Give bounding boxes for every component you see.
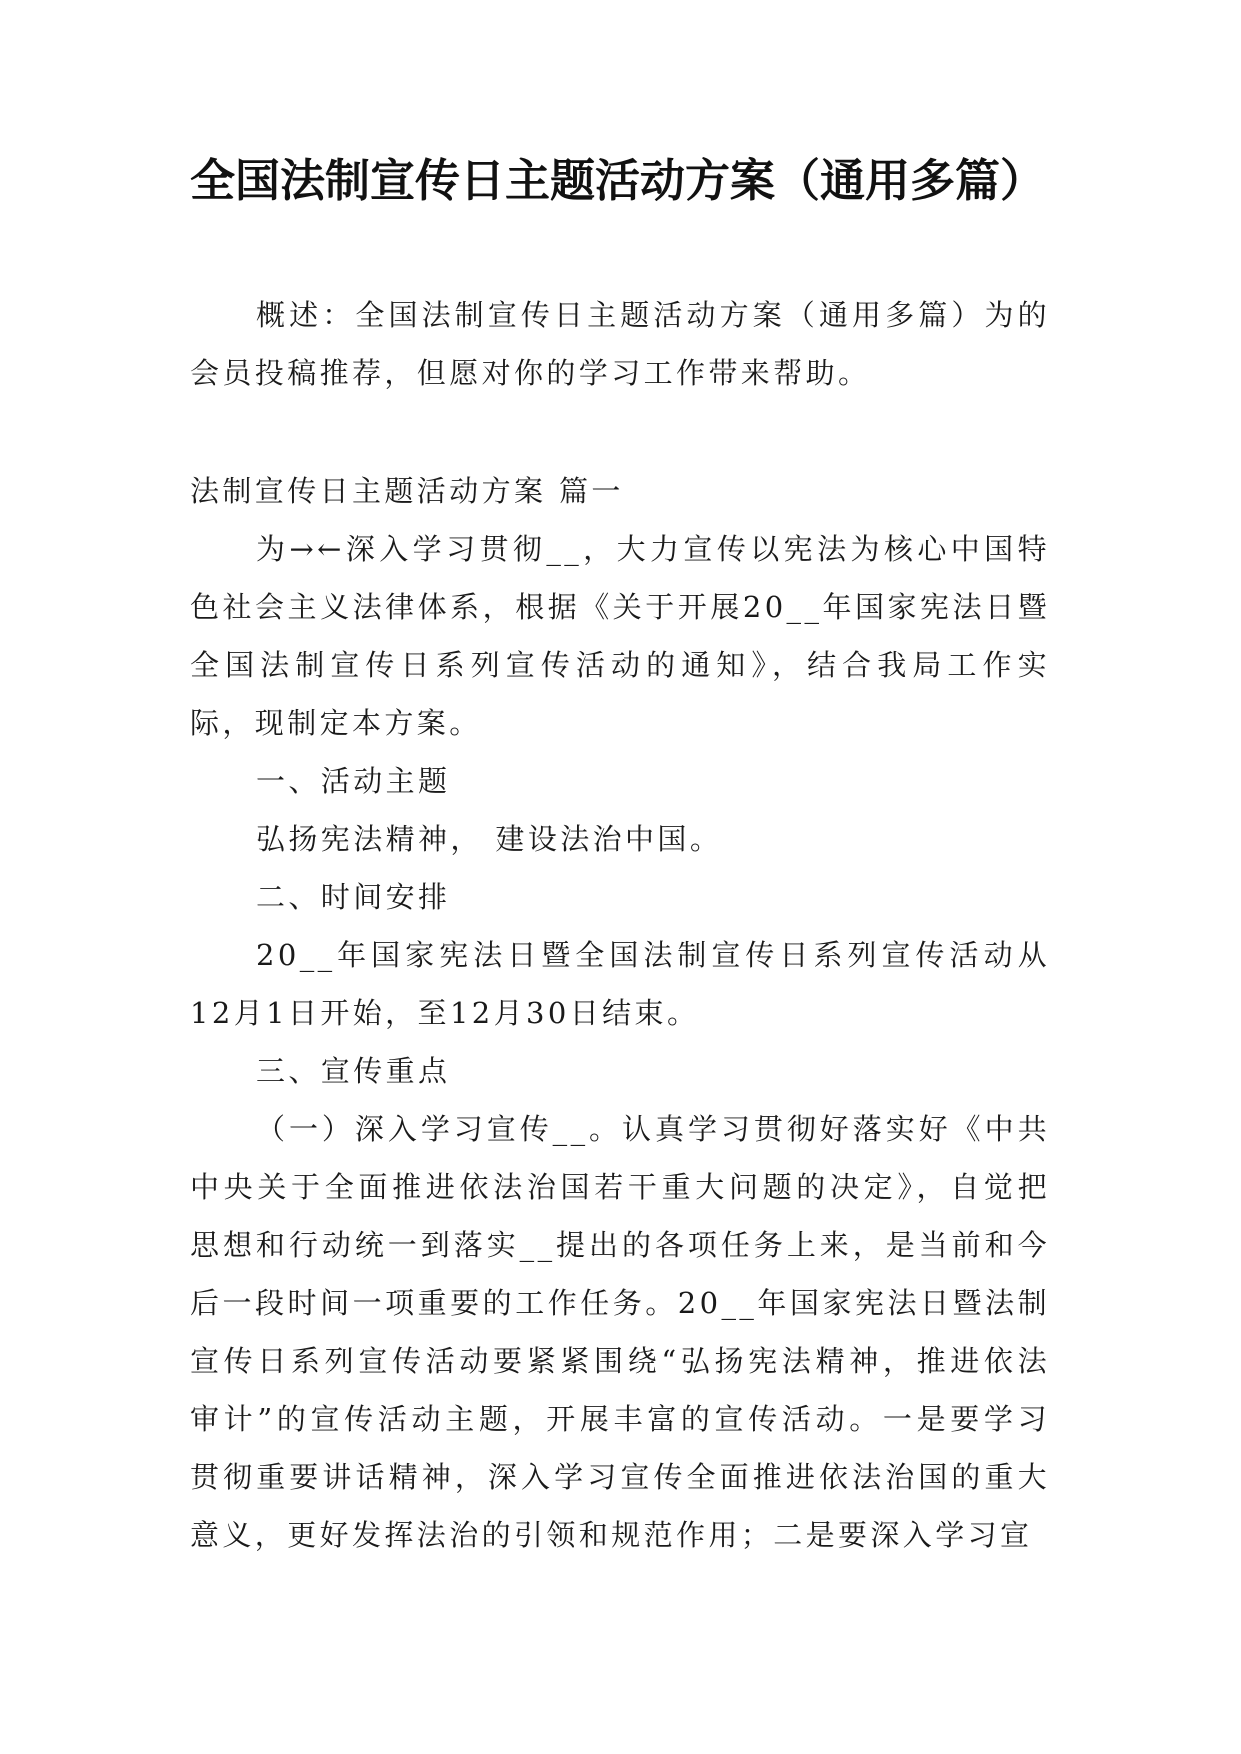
paragraph-intro: 为→←深入学习贯彻__，大力宣传以宪法为核心中国特色社会主义法律体系，根据《关于开展20__年国家宪法日暨全国法制宣传日系列宣传活动的通知》，结合我局工作实际，现制定本方案。 <box>190 532 1050 740</box>
heading-schedule: 二、时间安排 <box>256 880 451 914</box>
document-title: 全国法制宣传日主题活动方案（通用多篇） <box>190 154 1046 207</box>
section-heading: 法制宣传日主题活动方案 篇一 <box>190 474 624 508</box>
heading-focus: 三、宣传重点 <box>256 1054 451 1088</box>
summary-paragraph: 概述：全国法制宣传日主题活动方案（通用多篇）为的会员投稿推荐，但愿对你的学习工作带来帮助。 <box>190 298 1050 390</box>
paragraph-schedule: 20__年国家宪法日暨全国法制宣传日系列宣传活动从12月1日开始，至12月30日结束。 <box>190 938 1050 1030</box>
paragraph-focus-1: （一）深入学习宣传__。认真学习贯彻好落实好《中共中央关于全面推进依法治国若干重大问题的决定》，自觉把思想和行动统一到落实__提出的各项任务上来，是当前和今后一段时间一项重要的工作任务。20__年国家宪法日暨法制宣传日系列宣传活动要紧紧围绕“弘扬宪法精神，推进依法审计”的宣传活动主题，开展丰富的宣传活动。一是要学习贯彻重要讲话精神，深入学习宣传全面推进依法治国的重大意义，更好发挥法治的引领和规范作用；二是要深入学习宣 <box>190 1112 1050 1552</box>
summary-block <box>190 286 1050 402</box>
paragraph-theme: 弘扬宪法精神， 建设法治中国。 <box>256 822 723 856</box>
heading-activity-theme: 一、活动主题 <box>256 764 451 798</box>
content-block <box>190 462 1050 1564</box>
